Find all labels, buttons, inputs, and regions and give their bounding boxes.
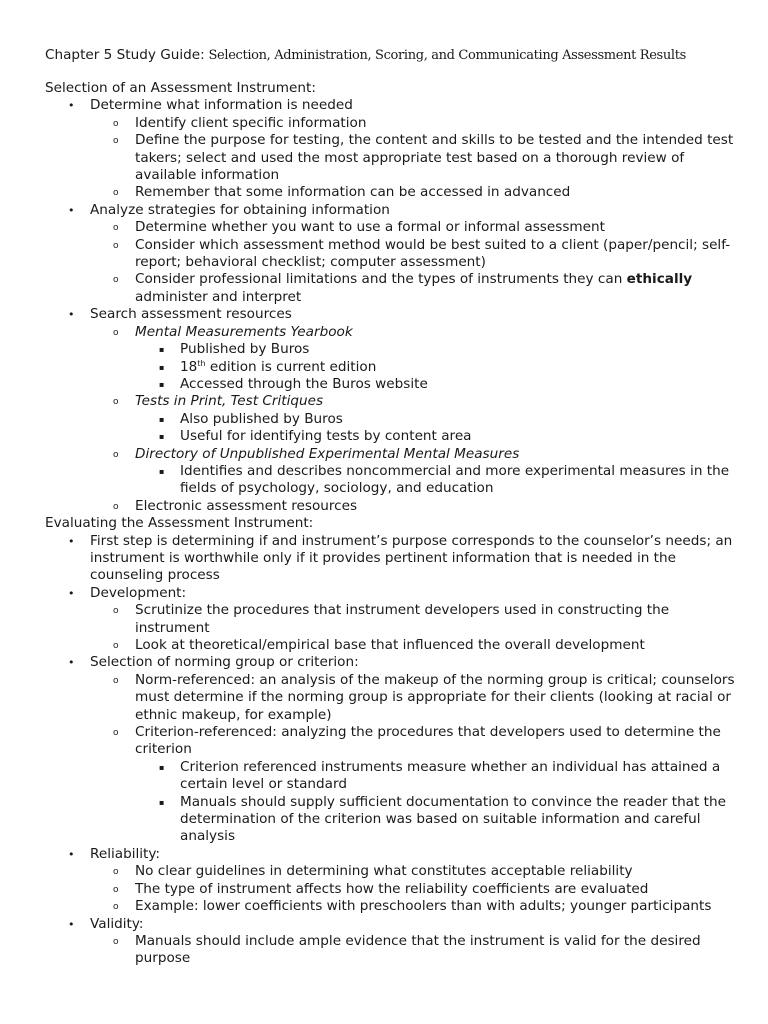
detail-item [135,411,735,428]
emphasis-ethically: ethically [626,271,693,288]
sub-item-text: Determine whether you want to use a formal or informal assessment [135,219,605,236]
sub-item-text: Electronic assessment resources [135,497,358,514]
sub-item [90,393,735,445]
square-marker: ▪ [159,379,165,389]
list-item [45,654,735,845]
sub-marker: o [113,884,119,895]
sub-list [90,933,735,968]
sub-marker: o [113,223,119,234]
list-item-text: Validity: [90,915,144,932]
sub-item [90,498,735,515]
square-marker: ▪ [159,797,165,807]
bullet-marker: • [68,586,75,600]
detail-item [135,376,735,393]
sub-item [90,219,735,236]
sub-item [90,132,735,184]
sub-item-text: administer and interpret [135,288,302,305]
sub-item [90,724,735,846]
sub-list [90,863,735,915]
square-marker: ▪ [159,466,165,476]
sub-item [90,184,735,201]
bullet-marker: • [68,308,75,322]
section-heading: Selection of an Assessment Instrument: [45,80,316,96]
sub-item [90,881,735,898]
sub-item [90,672,735,724]
title-subject: Selection, Administration, Scoring, and Communicating Assessment Results [204,48,686,63]
sub-list [90,219,735,306]
detail-item [135,759,735,794]
section-selection [45,80,735,515]
detail-item-text: Accessed through the Buros website [180,375,428,392]
sub-item-text: No clear guidelines in determining what constitutes acceptable reliability [135,863,633,880]
detail-item-text: Useful for identifying tests by content area [180,428,472,445]
sub-list [90,324,735,515]
detail-item-text: Also published by Buros [180,410,343,427]
sub-list [90,672,735,846]
bullet-list [45,97,735,515]
list-item-text: Analyze strategies for obtaining information [90,201,390,218]
detail-item-text: Criterion referenced instruments measure whether an individual has attained a certain level or standard [180,758,721,793]
sub-item [90,637,735,654]
bullet-marker: • [68,99,75,113]
document-body [45,80,735,968]
sub-item-text: Example: lower coefficients with preschoolers than with adults; younger participants [135,898,712,915]
detail-item [135,428,735,445]
sub-marker: o [113,675,119,686]
list-item-text: Search assessment resources [90,306,292,323]
sub-marker: o [113,867,119,878]
sub-marker: o [113,240,119,251]
list-item [45,202,735,306]
list-item-text: Selection of norming group or criterion: [90,654,359,671]
sub-item [90,898,735,915]
bullet-marker: • [68,917,75,931]
sub-item [90,863,735,880]
sub-item-text: Criterion-referenced: analyzing the procedures that developers used to determine the criterion [135,724,721,758]
resource-title: Mental Measurements Yearbook [135,323,353,340]
sub-marker: o [113,936,119,947]
sub-marker: o [113,501,119,512]
sub-item-text: Scrutinize the procedures that instrument developers used in constructing the instrument [135,602,670,636]
list-item-text: Reliability: [90,845,161,862]
sub-item-text: Manuals should include ample evidence that the instrument is valid for the desired purpose [135,932,701,967]
detail-list [135,411,735,446]
sub-item-text: Remember that some information can be accessed in advanced [135,184,571,201]
sub-marker: o [113,606,119,617]
sub-item-text: Norm-referenced: an analysis of the makeup of the norming group is critical; counselors must determine if the norming group is appropriate for their clients (looking at racial or ethnic makeup, for example) [135,671,735,723]
sub-item [90,237,735,272]
sub-item [90,602,735,637]
sub-marker: o [113,275,119,286]
sub-item [90,271,735,306]
sub-item [90,446,735,498]
detail-list [135,463,735,498]
list-item [45,533,735,585]
sub-marker: o [113,136,119,147]
list-item-text: Determine what information is needed [90,97,353,114]
sub-list [90,115,735,202]
square-marker: ▪ [159,414,165,424]
list-item [45,585,735,655]
sub-marker: o [113,641,119,651]
detail-item-text: edition is current edition [205,358,377,375]
detail-item [135,341,735,358]
sub-item-text: Identify client specific information [135,114,367,131]
list-item-text: First step is determining if and instrument’s purpose corresponds to the counselor’s needs; an instrument is worthwhile only if it provides pertinent information that is needed in the counseling process [90,532,733,584]
sub-item-text: Consider professional limitations and the types of instruments they can [135,271,627,288]
sub-item-text: Consider which assessment method would be best suited to a client (paper/pencil; self-report; behavioral checklist; computer assessment) [135,236,731,271]
list-item [45,916,735,968]
sub-marker: o [113,327,119,338]
sub-item [90,115,735,132]
list-item [45,306,735,515]
edition-ordinal: th [197,358,206,368]
detail-item [135,359,735,376]
title-chapter: Chapter 5 Study Guide: [45,47,205,63]
bullet-marker: • [68,203,75,217]
bullet-marker: • [68,534,75,548]
detail-item-text: Manuals should supply sufficient documentation to convince the reader that the determination of the criterion was based on suitable information and careful analysis [180,793,726,845]
square-marker: ▪ [159,345,165,355]
bullet-marker: • [68,847,75,861]
bullet-list [45,533,735,968]
sub-marker: o [113,118,119,129]
sub-item [90,933,735,968]
sub-item [90,324,735,394]
sub-marker: o [113,728,119,739]
sub-list [90,602,735,654]
bullet-marker: • [68,656,75,670]
detail-item-text: Published by Buros [180,341,310,358]
detail-item [135,794,735,846]
section-evaluating [45,515,735,968]
resource-title: Tests in Print, Test Critiques [135,393,324,410]
square-marker: ▪ [159,762,165,772]
sub-item-text: The type of instrument affects how the reliability coefficients are evaluated [135,880,649,897]
detail-list [135,759,735,846]
page-title [45,45,686,66]
sub-marker: o [113,902,119,913]
square-marker: ▪ [159,432,165,442]
detail-item-text: Identifies and describes noncommercial and more experimental measures in the fields of psychology, sociology, and education [180,462,730,497]
square-marker: ▪ [159,362,165,372]
detail-list [135,341,735,393]
list-item-text: Development: [90,584,187,601]
sub-item-text: Define the purpose for testing, the content and skills to be tested and the intended test takers; select and used the most appropriate test based on a thorough review of available information [135,132,734,184]
sub-marker: o [113,188,119,199]
sub-item-text: Look at theoretical/empirical base that influenced the overall development [135,637,645,653]
sub-marker: o [113,397,119,408]
edition-number: 18 [180,358,198,375]
section-heading: Evaluating the Assessment Instrument: [45,515,314,532]
list-item [45,846,735,916]
detail-item [135,463,735,498]
resource-title: Directory of Unpublished Experimental Mental Measures [135,445,520,462]
list-item [45,97,735,201]
sub-marker: o [113,449,119,460]
